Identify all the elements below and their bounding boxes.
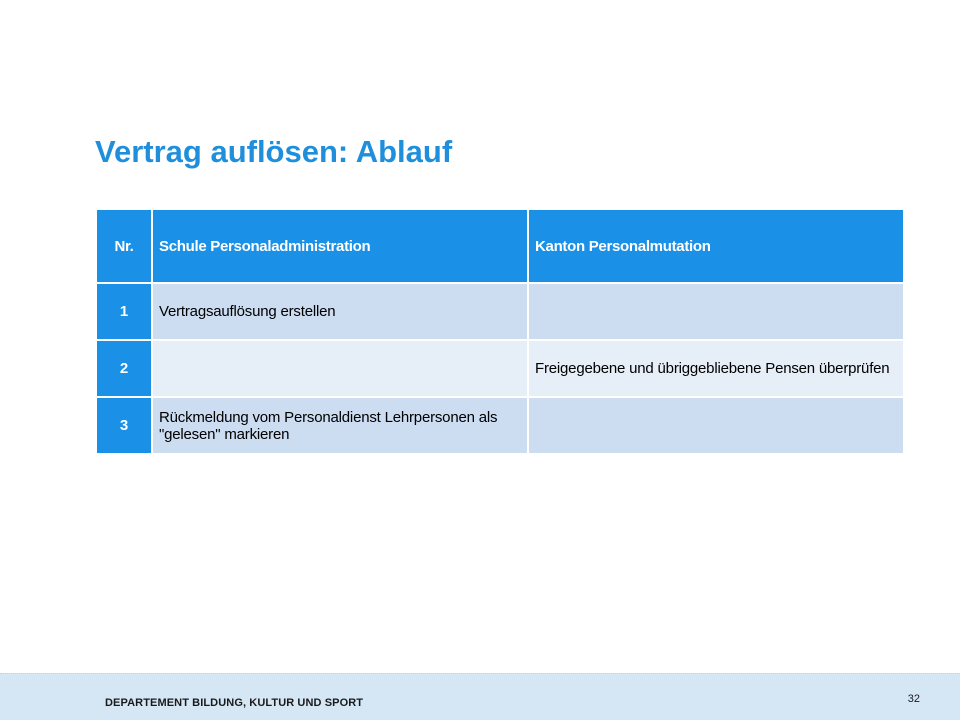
cell-schule bbox=[152, 340, 528, 397]
cell-kanton: Freigegebene und übriggebliebene Pensen überprüfen bbox=[528, 340, 904, 397]
table-row bbox=[96, 283, 904, 340]
cell-schule: Vertragsauflösung erstellen bbox=[152, 283, 528, 340]
slide-title: Vertrag auflösen: Ablauf bbox=[95, 134, 453, 169]
row-number: 1 bbox=[96, 283, 152, 340]
header-nr: Nr. bbox=[96, 209, 152, 283]
header-kanton: Kanton Personalmutation bbox=[528, 209, 904, 283]
page-number: 32 bbox=[907, 693, 920, 705]
table-header-row bbox=[96, 209, 904, 283]
row-number: 3 bbox=[96, 397, 152, 454]
table-row bbox=[96, 397, 904, 454]
process-table bbox=[95, 208, 905, 455]
row-number: 2 bbox=[96, 340, 152, 397]
table-row bbox=[96, 340, 904, 397]
cell-schule: Rückmeldung vom Personaldienst Lehrpersonen als "gelesen" markieren bbox=[152, 397, 528, 454]
header-schule: Schule Personaladministration bbox=[152, 209, 528, 283]
cell-kanton bbox=[528, 397, 904, 454]
cell-kanton bbox=[528, 283, 904, 340]
footer-department: DEPARTEMENT BILDUNG, KULTUR UND SPORT bbox=[105, 697, 364, 709]
